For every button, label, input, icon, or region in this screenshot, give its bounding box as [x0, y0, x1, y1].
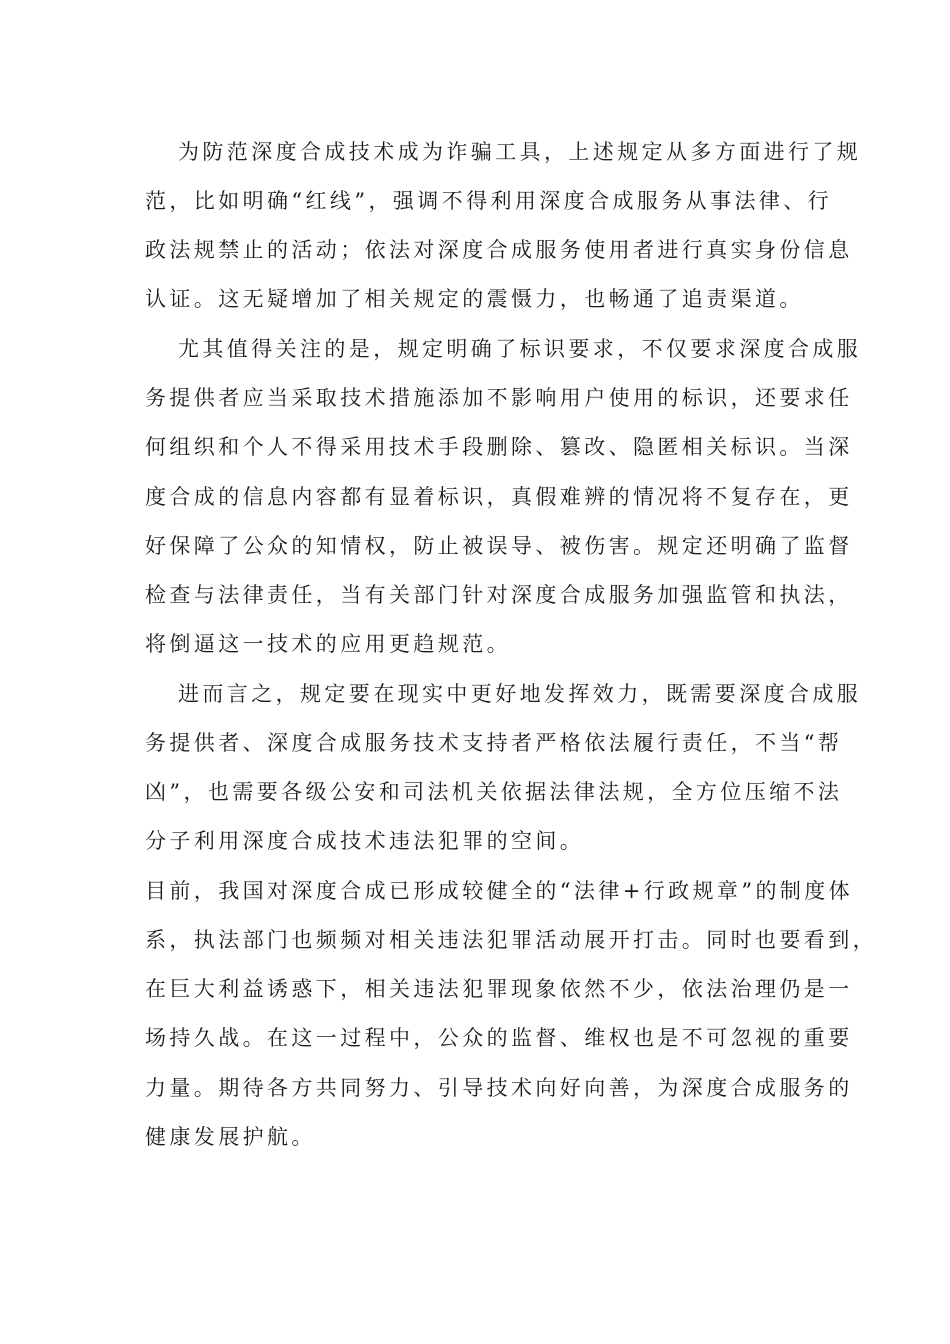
- paragraph-1-line-4: 认证。这无疑增加了相关规定的震慑力，也畅通了追责渠道。: [145, 287, 804, 311]
- paragraph-3-line-1: 进而言之，规定要在现实中更好地发挥效力，既需要深度合成服: [178, 682, 862, 706]
- paragraph-3-line-2: 务提供者、深度合成服务技术支持者严格依法履行责任，不当“帮: [145, 731, 843, 755]
- paragraph-4-line-2: 系，执法部门也频频对相关违法犯罪活动展开打击。同时也要看到，: [145, 928, 877, 952]
- paragraph-4-line-5: 力量。期待各方共同努力、引导技术向好向善，为深度合成服务的: [145, 1076, 853, 1100]
- paragraph-2-line-3: 何组织和个人不得采用技术手段删除、篡改、隐匿相关标识。当深: [145, 435, 853, 459]
- paragraph-2-line-7: 将倒逼这一技术的应用更趋规范。: [145, 632, 511, 656]
- paragraph-3-line-3: 凶”，也需要各级公安和司法机关依据法律法规，全方位压缩不法: [145, 780, 843, 804]
- paragraph-2-line-5: 好保障了公众的知情权，防止被误导、被伤害。规定还明确了监督: [145, 534, 853, 558]
- paragraph-4-line-4: 场持久战。在这一过程中，公众的监督、维权也是不可忽视的重要: [145, 1026, 853, 1050]
- paragraph-1-line-2: 范，比如明确“红线”，强调不得利用深度合成服务从事法律、行: [145, 189, 833, 213]
- paragraph-2-line-6: 检查与法律责任，当有关部门针对深度合成服务加强监管和执法，: [145, 583, 853, 607]
- paragraph-1-line-1: 为防范深度合成技术成为诈骗工具，上述规定从多方面进行了规: [178, 140, 862, 164]
- paragraph-2-line-4: 度合成的信息内容都有显着标识，真假难辨的情况将不复存在，更: [145, 485, 853, 509]
- paragraph-2-line-2: 务提供者应当采取技术措施添加不影响用户使用的标识，还要求任: [145, 386, 853, 410]
- paragraph-3-line-4: 分子利用深度合成技术违法犯罪的空间。: [145, 829, 585, 853]
- paragraph-2-line-1: 尤其值得关注的是，规定明确了标识要求，不仅要求深度合成服: [178, 337, 862, 361]
- paragraph-1-line-3: 政法规禁止的活动；依法对深度合成服务使用者进行真实身份信息: [145, 238, 853, 262]
- paragraph-4-line-3: 在巨大利益诱惑下，相关违法犯罪现象依然不少，依法治理仍是一: [145, 977, 853, 1001]
- paragraph-4-line-1: 目前，我国对深度合成已形成较健全的“法律+行政规章”的制度体: [145, 879, 854, 903]
- paragraph-4-line-6: 健康发展护航。: [145, 1125, 316, 1149]
